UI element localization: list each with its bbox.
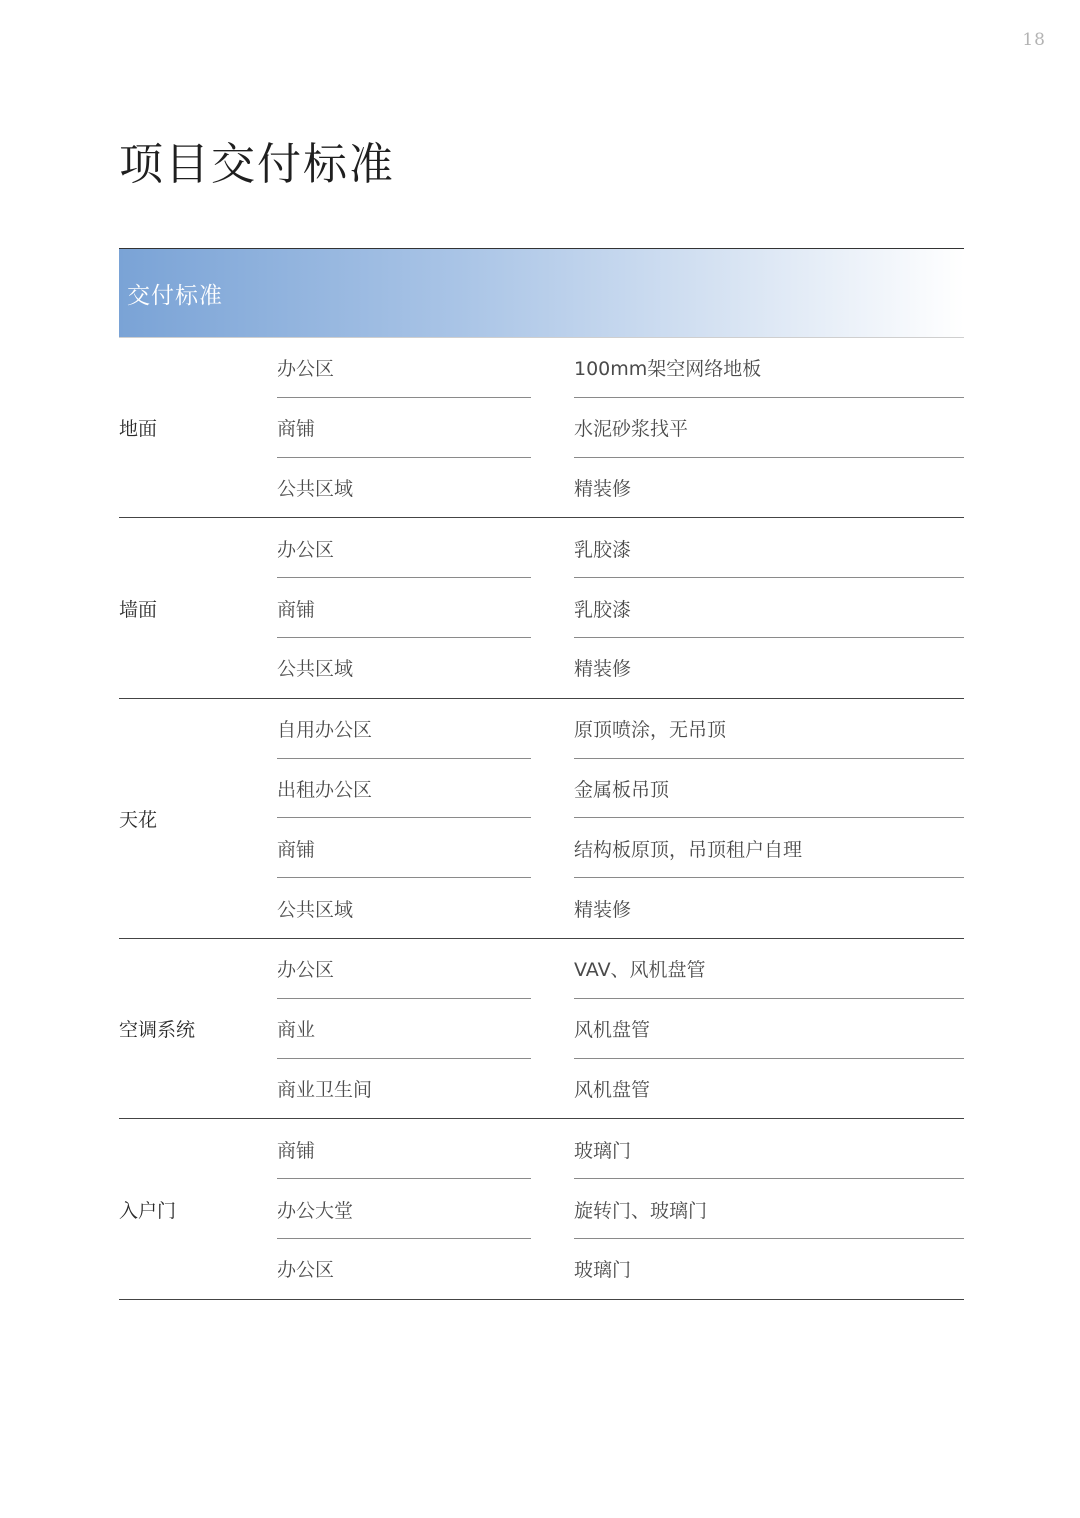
table-header-label: 交付标准 (127, 282, 223, 309)
area-cell: 商铺 (277, 838, 316, 861)
table-row (277, 878, 964, 938)
table-group-wall (119, 518, 964, 698)
table-row (277, 638, 964, 698)
area-cell: 办公区 (277, 959, 335, 982)
area-cell: 商铺 (277, 1139, 316, 1162)
area-cell: 公共区域 (277, 898, 354, 921)
area-cell: 办公区 (277, 538, 335, 561)
delivery-standards-table (119, 248, 964, 1300)
table-group-floor (119, 338, 964, 518)
standard-cell: 水泥砂浆找平 (574, 418, 689, 441)
area-cell: 商业 (277, 1019, 316, 1042)
standard-cell: VAV、风机盘管 (574, 959, 706, 982)
standard-cell: 玻璃门 (574, 1259, 632, 1282)
standard-cell: 旋转门、玻璃门 (574, 1199, 708, 1222)
standard-cell: 玻璃门 (574, 1139, 632, 1162)
group-rows (277, 1119, 964, 1298)
page-number: 18 (1022, 30, 1046, 50)
standard-cell: 乳胶漆 (574, 538, 632, 561)
table-row (277, 338, 964, 398)
standard-cell: 结构板原顶，吊顶租户自理 (574, 838, 803, 861)
table-group-ceiling (119, 699, 964, 939)
area-cell: 自用办公区 (277, 719, 373, 742)
table-row (277, 578, 964, 638)
area-cell: 办公大堂 (277, 1199, 354, 1222)
area-cell: 办公区 (277, 358, 335, 381)
group-label: 天花 (119, 808, 158, 831)
standard-cell: 100mm架空网络地板 (574, 358, 762, 381)
standard-cell: 风机盘管 (574, 1019, 651, 1042)
area-cell: 商铺 (277, 598, 316, 621)
standard-cell: 风机盘管 (574, 1078, 651, 1101)
group-rows (277, 518, 964, 697)
table-row (277, 699, 964, 759)
table-row (277, 939, 964, 999)
standard-cell: 乳胶漆 (574, 598, 632, 621)
area-cell: 商业卫生间 (277, 1078, 373, 1101)
standard-cell: 精装修 (574, 898, 632, 921)
table-row (277, 999, 964, 1059)
area-cell: 公共区域 (277, 658, 354, 681)
group-label: 地面 (119, 418, 158, 441)
area-cell: 商铺 (277, 418, 316, 441)
group-label: 入户门 (119, 1199, 177, 1222)
table-header (119, 249, 964, 338)
table-row (277, 458, 964, 518)
table-group-hvac (119, 939, 964, 1119)
table-row (277, 1239, 964, 1299)
table-row (277, 1059, 964, 1119)
group-rows (277, 338, 964, 517)
area-cell: 办公区 (277, 1259, 335, 1282)
table-row (277, 1119, 964, 1179)
standard-cell: 金属板吊顶 (574, 778, 670, 801)
table-group-entrance-door (119, 1119, 964, 1299)
group-label: 空调系统 (119, 1019, 196, 1042)
table-row (277, 1179, 964, 1239)
area-cell: 公共区域 (277, 477, 354, 500)
table-row (277, 759, 964, 819)
standard-cell: 精装修 (574, 658, 632, 681)
area-cell: 出租办公区 (277, 778, 373, 801)
group-rows (277, 939, 964, 1118)
table-row (277, 818, 964, 878)
standard-cell: 精装修 (574, 477, 632, 500)
page-title: 项目交付标准 (119, 139, 395, 190)
group-label: 墙面 (119, 598, 158, 621)
standard-cell: 原顶喷涂，无吊顶 (574, 719, 727, 742)
group-rows (277, 699, 964, 938)
table-row (277, 398, 964, 458)
table-row (277, 518, 964, 578)
